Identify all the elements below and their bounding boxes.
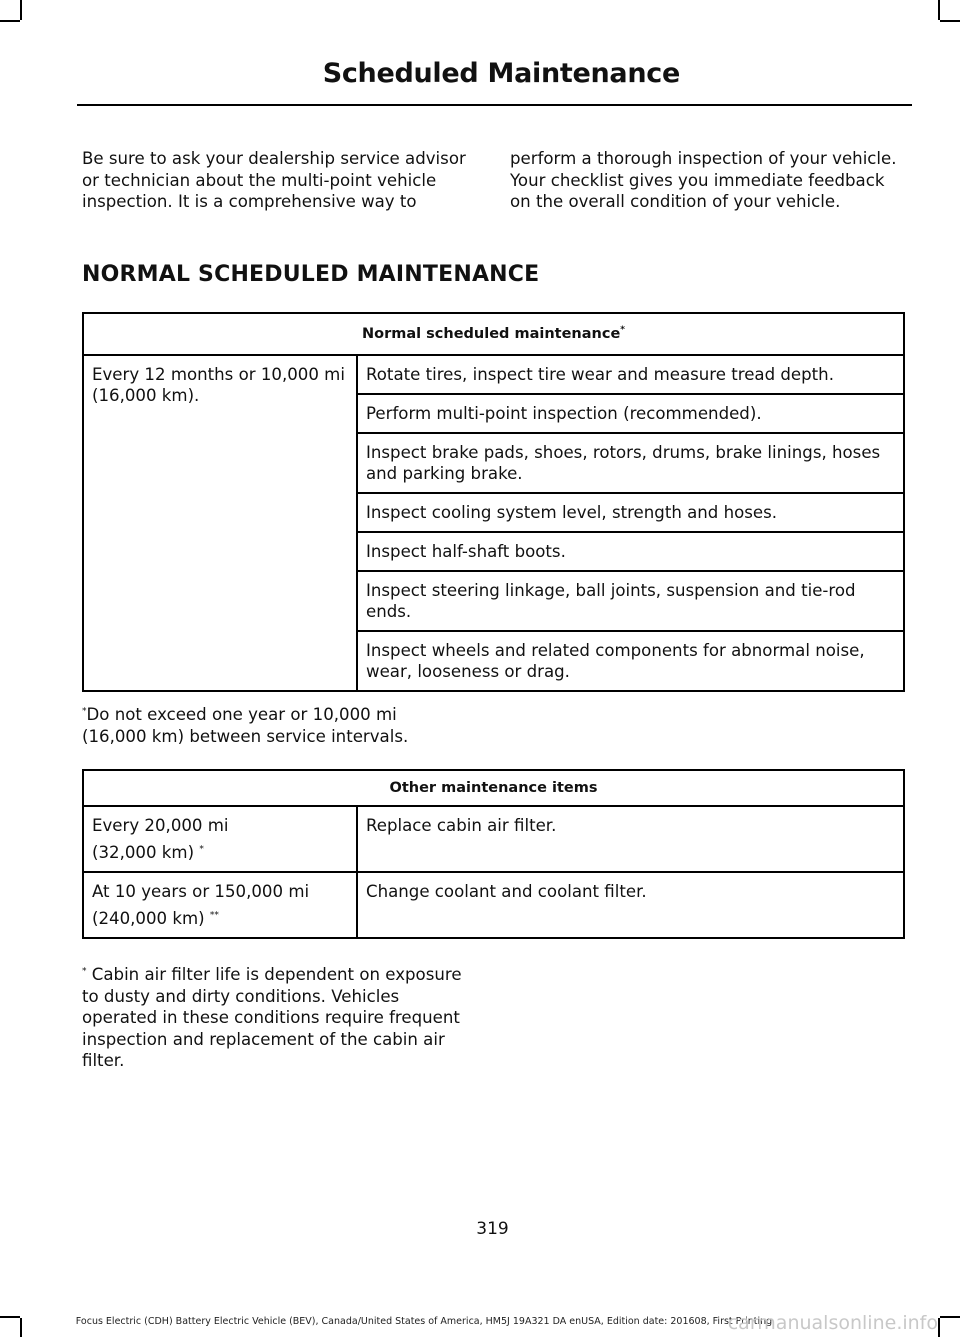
crop-mark-top-left-v [20, 0, 22, 20]
edition-footer: Focus Electric (CDH) Battery Electric Vehicle (BEV), Canada/United States of America, HM5J 19A321 DA enUSA, Edition date: 201608, First Printing [75, 1316, 773, 1327]
crop-mark-top-right-v [938, 0, 940, 20]
task-cell: Rotate tires, inspect tire wear and measure tread depth. [357, 355, 904, 394]
interval-cell [83, 872, 357, 938]
task-cell: Inspect brake pads, shoes, rotors, drums, brake linings, hoses and parking brake. [357, 433, 904, 493]
crop-mark-bottom-right [940, 1316, 960, 1318]
footnote-mark: * [82, 706, 87, 717]
section-heading: NORMAL SCHEDULED MAINTENANCE [82, 262, 540, 287]
task-cell: Inspect cooling system level, strength and hoses. [357, 493, 904, 532]
task-cell: Perform multi-point inspection (recommended). [357, 394, 904, 433]
interval-cell [83, 806, 357, 872]
intro-paragraph: Be sure to ask your dealership service advisor or technician about the multi-point vehicle inspection. It is a comprehensive way to perform a thorough inspection of your vehicle. Your checklist gives you immediate feedback on the overall condition of your vehicle. [82, 149, 897, 211]
table-caption-text: Normal scheduled maintenance [361, 325, 621, 342]
footnote-text: Do not exceed one year or 10,000 mi (16,000 km) between service intervals. [82, 705, 409, 746]
footnote-mark: * [199, 844, 204, 855]
crop-mark-top-right [940, 20, 960, 22]
task-cell: Replace cabin air filter. [357, 806, 904, 872]
table-caption [83, 313, 904, 355]
table-row [83, 355, 904, 394]
interval-line: At 10 years or 150,000 mi [92, 882, 310, 901]
table-row [83, 872, 904, 938]
table-header-row [83, 770, 904, 806]
interval-line [92, 842, 348, 863]
table-caption: Other maintenance items [83, 770, 904, 806]
interval-cell: Every 12 months or 10,000 mi (16,000 km). [83, 355, 357, 691]
page-number: 319 [476, 1219, 509, 1239]
cabin-filter-footnote [82, 964, 462, 1072]
interval-metric: (240,000 km) [92, 909, 205, 928]
title-divider [77, 104, 912, 106]
watermark: carmanualsonline.info [727, 1312, 938, 1334]
footnote-mark: * [620, 324, 625, 335]
task-cell: Inspect wheels and related components for abnormal noise, wear, looseness or drag. [357, 631, 904, 691]
task-cell: Inspect half-shaft boots. [357, 532, 904, 571]
table-header-row [83, 313, 904, 355]
footnote-mark: ** [209, 910, 219, 921]
crop-mark-bottom-right-v [938, 1318, 940, 1337]
other-maintenance-table [82, 769, 905, 939]
interval-metric: (32,000 km) [92, 843, 195, 862]
task-cell: Inspect steering linkage, ball joints, suspension and tie-rod ends. [357, 571, 904, 631]
task-cell: Change coolant and coolant filter. [357, 872, 904, 938]
crop-mark-top-left [0, 20, 20, 22]
interval-line [92, 908, 348, 929]
footnote-text: Cabin air filter life is dependent on exposure to dusty and dirty conditions. Vehicles operated in these conditions require frequent inspection and replacement of the cabin air filter. [82, 965, 462, 1070]
interval-footnote [82, 704, 462, 748]
footnote-mark: * [82, 966, 87, 977]
normal-maintenance-table [82, 312, 905, 692]
page-title: Scheduled Maintenance [322, 58, 680, 89]
table-row [83, 806, 904, 872]
interval-line: Every 20,000 mi [92, 816, 229, 835]
